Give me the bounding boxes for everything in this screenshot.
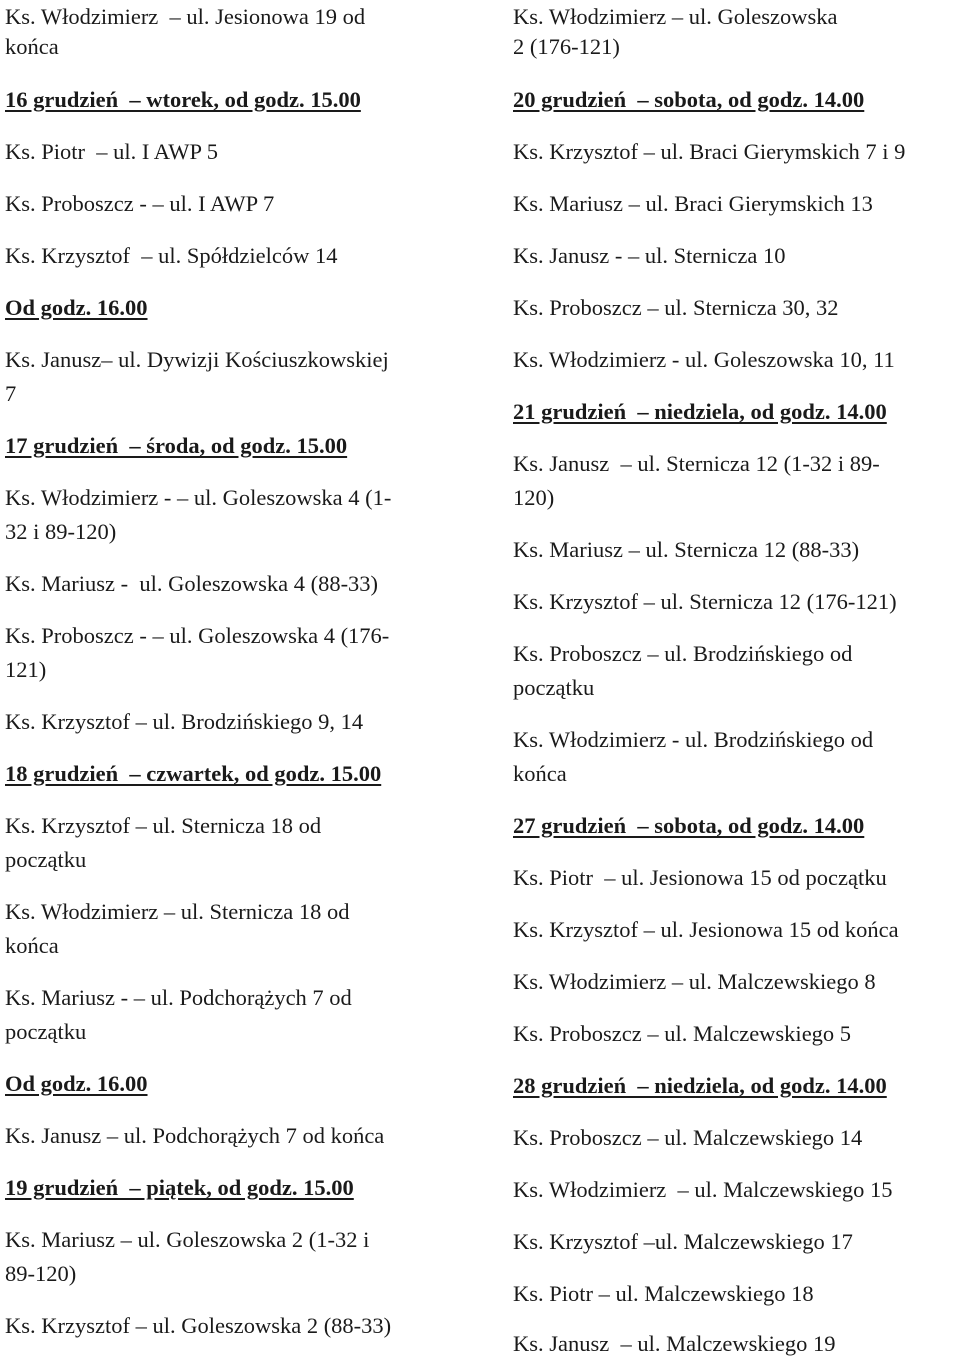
schedule-line: Ks. Włodzimierz – ul. Malczewskiego 8 xyxy=(513,969,876,994)
day-heading: 18 grudzień – czwartek, od godz. 15.00 xyxy=(5,761,382,786)
day-heading: 19 grudzień – piątek, od godz. 15.00 xyxy=(5,1175,354,1200)
schedule-line: Ks. Mariusz – ul. Sternicza 12 (88-33) xyxy=(513,537,860,562)
schedule-line: Ks. Proboszcz - – ul. Goleszowska 4 (176- xyxy=(5,623,390,648)
schedule-line: Ks. Włodzimierz – ul. Jesionowa 19 od xyxy=(5,4,366,29)
schedule-line: Ks. Włodzimierz - ul. Brodzińskiego od xyxy=(513,727,874,752)
schedule-line: Ks. Włodzimierz – ul. Malczewskiego 15 xyxy=(513,1177,893,1202)
schedule-line: Ks. Proboszcz – ul. Brodzińskiego od xyxy=(513,641,853,666)
schedule-line: Ks. Krzysztof –ul. Malczewskiego 17 xyxy=(513,1229,853,1254)
schedule-line: Ks. Krzysztof – ul. Goleszowska 2 (88-33) xyxy=(5,1313,392,1338)
schedule-line: Ks. Krzysztof – ul. Jesionowa 15 od końca xyxy=(513,917,899,942)
schedule-line: 120) xyxy=(513,485,555,510)
schedule-line: 7 xyxy=(5,381,17,406)
schedule-line: Ks. Janusz – ul. Podchorążych 7 od końca xyxy=(5,1123,385,1148)
time-heading: Od godz. 16.00 xyxy=(5,1071,148,1096)
schedule-line: Ks. Krzysztof – ul. Sternicza 12 (176-121) xyxy=(513,589,897,614)
schedule-line: Ks. Włodzimierz - ul. Goleszowska 10, 11 xyxy=(513,347,895,372)
day-heading: 16 grudzień – wtorek, od godz. 15.00 xyxy=(5,87,361,112)
schedule-line: Ks. Janusz – ul. Sternicza 12 (1-32 i 89- xyxy=(513,451,880,476)
schedule-line: Ks. Krzysztof – ul. Braci Gierymskich 7 i 9 xyxy=(513,139,906,164)
schedule-line: Ks. Janusz - – ul. Sternicza 10 xyxy=(513,243,786,268)
schedule-line: Ks. Włodzimierz - – ul. Goleszowska 4 (1- xyxy=(5,485,392,510)
schedule-line: Ks. Mariusz - – ul. Podchorążych 7 od xyxy=(5,985,352,1010)
schedule-line: Ks. Proboszcz – ul. Sternicza 30, 32 xyxy=(513,295,839,320)
schedule-line: początku xyxy=(5,847,87,872)
schedule-line: Ks. Janusz – ul. Malczewskiego 19 xyxy=(513,1331,836,1356)
schedule-line: początku xyxy=(5,1019,87,1044)
day-heading: 17 grudzień – środa, od godz. 15.00 xyxy=(5,433,348,458)
time-heading: Od godz. 16.00 xyxy=(5,295,148,320)
schedule-line: Ks. Mariusz – ul. Goleszowska 2 (1-32 i xyxy=(5,1227,370,1252)
schedule-line: Ks. Włodzimierz – ul. Sternicza 18 od xyxy=(5,899,350,924)
schedule-line: Ks. Mariusz – ul. Braci Gierymskich 13 xyxy=(513,191,873,216)
schedule-line: Ks. Włodzimierz – ul. Goleszowska xyxy=(513,4,838,29)
schedule-line: 89-120) xyxy=(5,1261,77,1286)
schedule-line: Ks. Proboszcz – ul. Malczewskiego 5 xyxy=(513,1021,852,1046)
schedule-line: Ks. Piotr – ul. I AWP 5 xyxy=(5,139,219,164)
schedule-line: końca xyxy=(5,933,59,958)
schedule-line: Ks. Krzysztof – ul. Sternicza 18 od xyxy=(5,813,322,838)
schedule-line: Ks. Proboszcz – ul. Malczewskiego 14 xyxy=(513,1125,863,1150)
schedule-line: 2 (176-121) xyxy=(513,34,620,59)
schedule-line: Ks. Mariusz - ul. Goleszowska 4 (88-33) xyxy=(5,571,379,596)
schedule-line: Ks. Piotr – ul. Malczewskiego 18 xyxy=(513,1281,814,1306)
day-heading: 20 grudzień – sobota, od godz. 14.00 xyxy=(513,87,865,112)
schedule-line: Ks. Proboszcz - – ul. I AWP 7 xyxy=(5,191,275,216)
day-heading: 27 grudzień – sobota, od godz. 14.00 xyxy=(513,813,865,838)
schedule-line: początku xyxy=(513,675,595,700)
day-heading: 28 grudzień – niedziela, od godz. 14.00 xyxy=(513,1073,887,1098)
schedule-line: Ks. Janusz– ul. Dywizji Kościuszkowskiej xyxy=(5,347,389,372)
schedule-line: końca xyxy=(513,761,567,786)
day-heading: 21 grudzień – niedziela, od godz. 14.00 xyxy=(513,399,887,424)
schedule-line: Ks. Krzysztof – ul. Brodzińskiego 9, 14 xyxy=(5,709,364,734)
schedule-line: Ks. Piotr – ul. Jesionowa 15 od początku xyxy=(513,865,887,890)
schedule-line: końca xyxy=(5,34,59,59)
schedule-line: 121) xyxy=(5,657,47,682)
schedule-line: 32 i 89-120) xyxy=(5,519,117,544)
schedule-line: Ks. Krzysztof – ul. Spółdzielców 14 xyxy=(5,243,338,268)
